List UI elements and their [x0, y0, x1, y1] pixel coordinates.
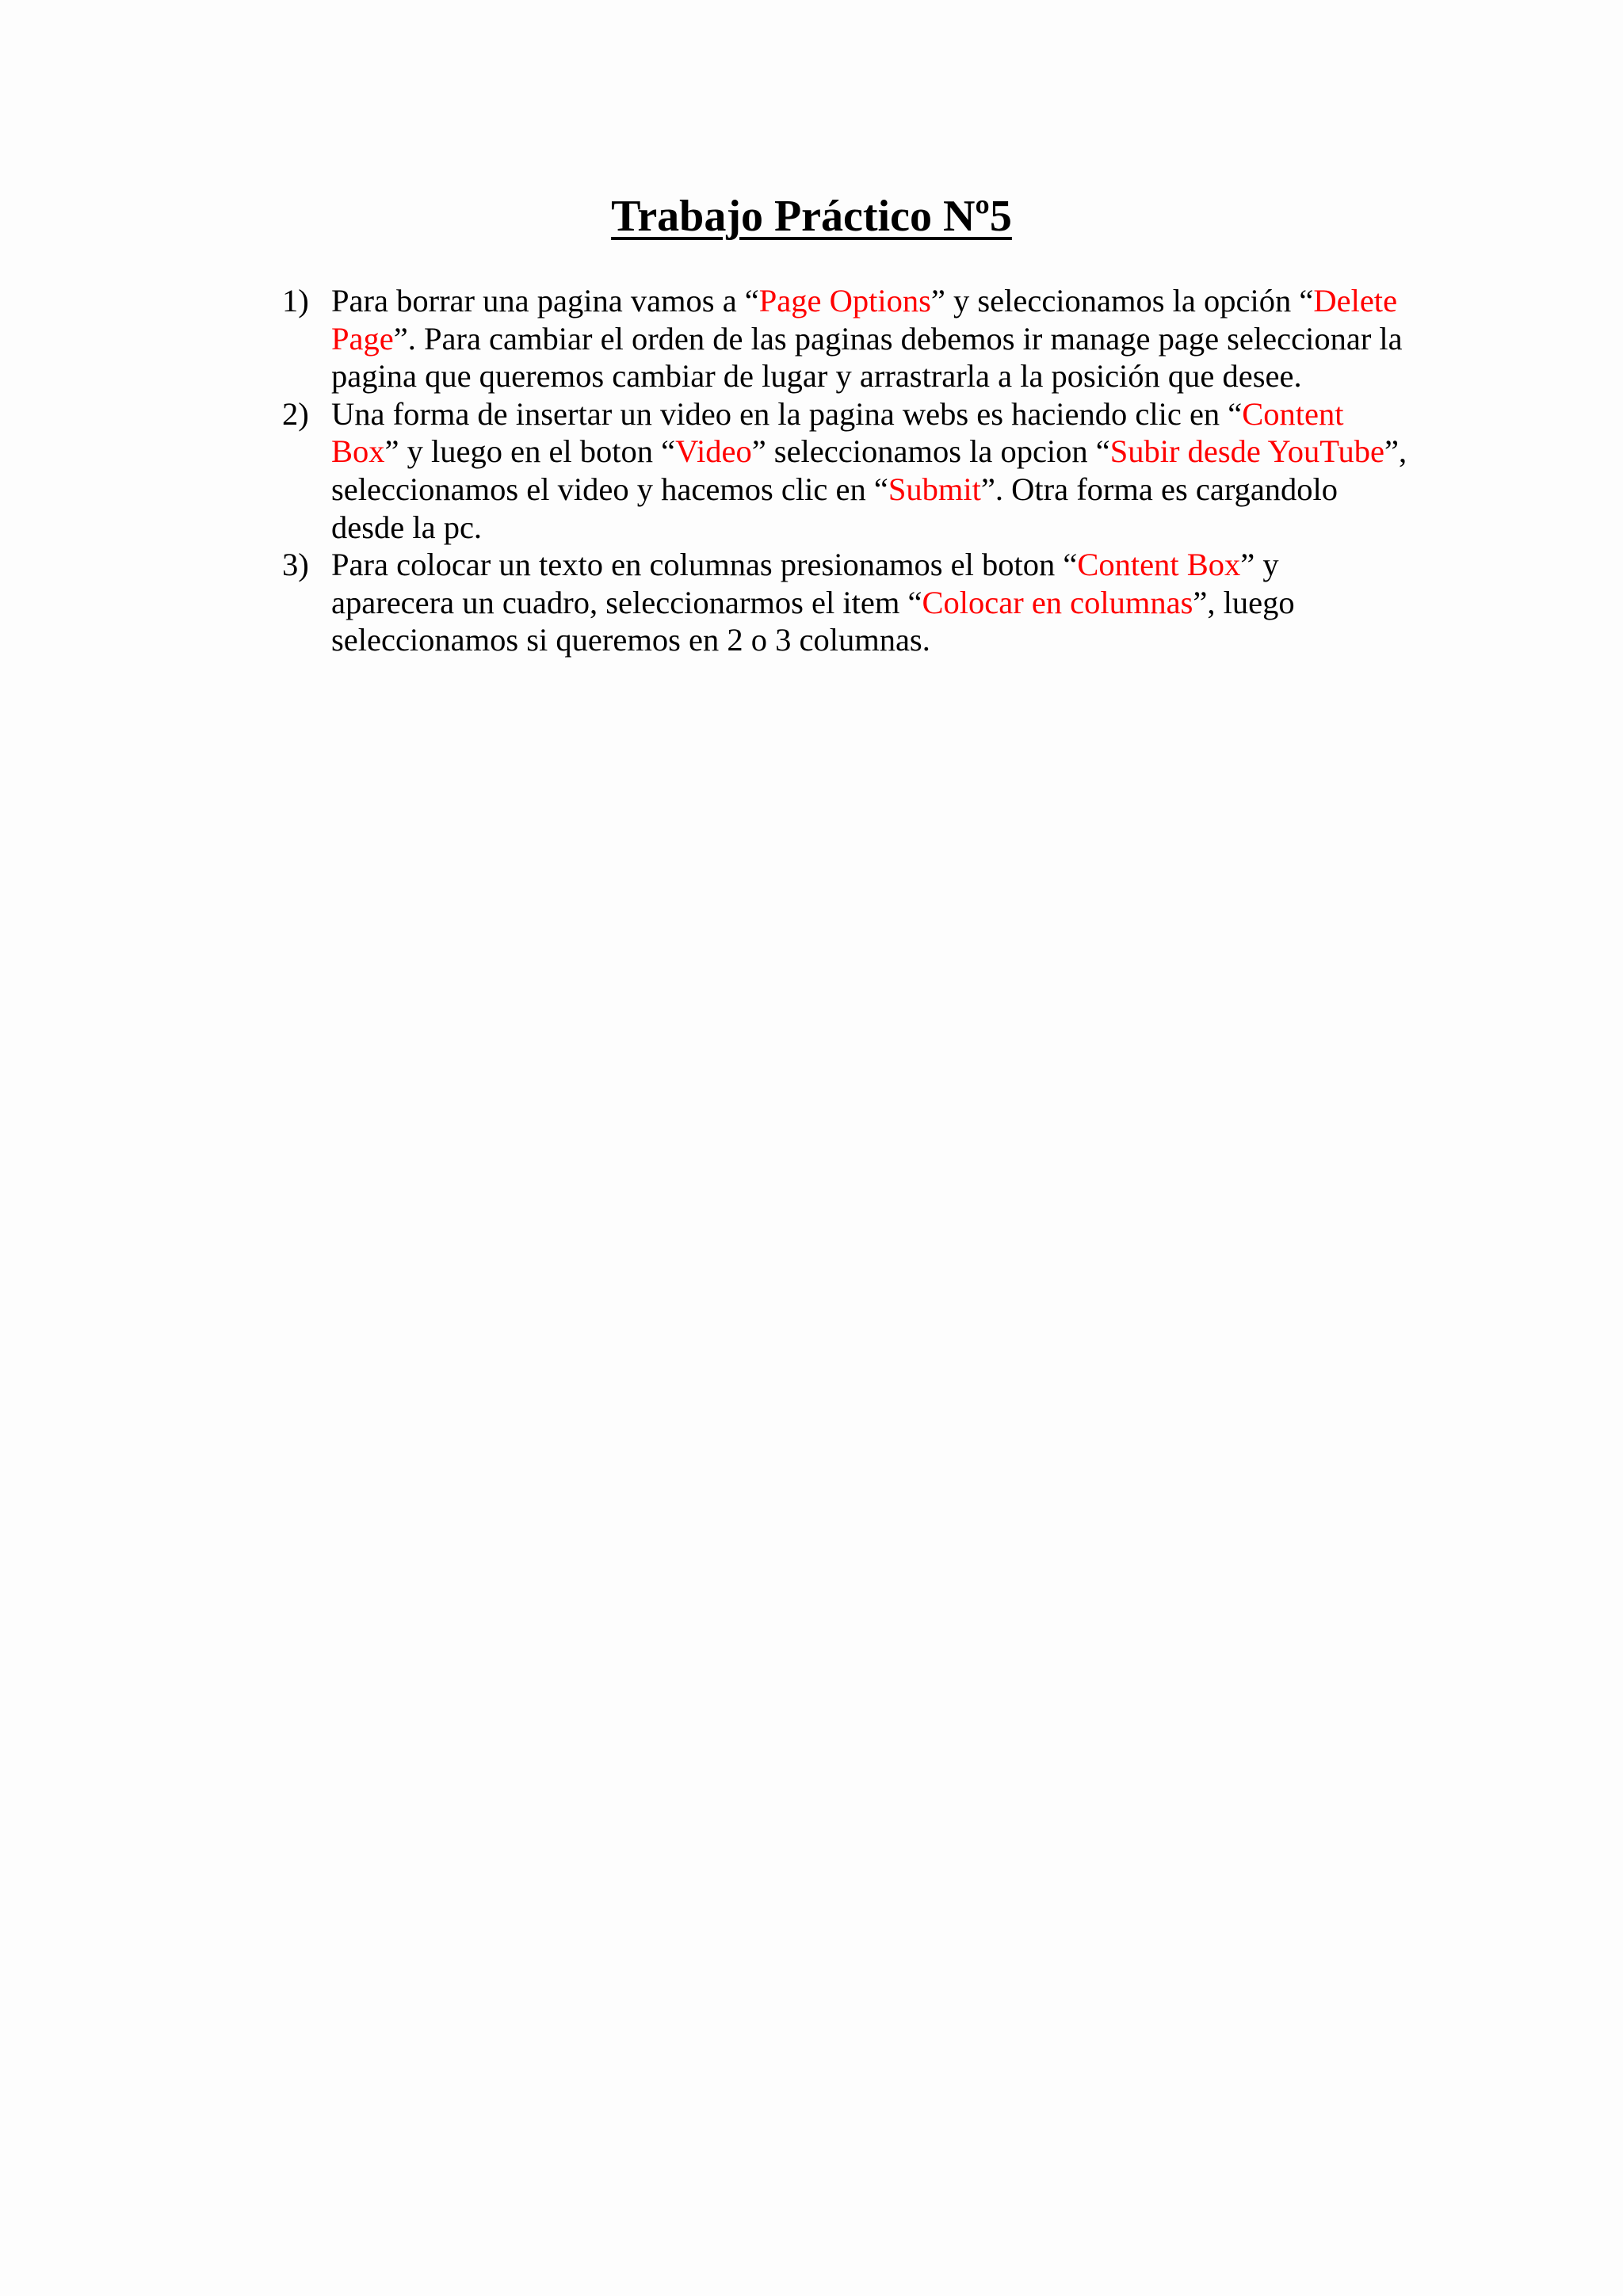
text-segment: ” y seleccionamos la opción “	[930, 283, 1314, 318]
highlighted-term: Page Options	[758, 283, 931, 318]
highlighted-term: Delete Page	[331, 283, 1398, 357]
item-text	[331, 283, 1403, 394]
highlighted-term: Content Box	[331, 395, 1344, 470]
text-segment: ”, luego seleccionamos si queremos en 2 o 3 columnas.	[331, 584, 1295, 658]
text-segment: Para borrar una pagina vamos a “	[331, 283, 759, 318]
list-item	[282, 546, 1407, 659]
text-segment: ”. Otra forma es cargandolo desde la pc.	[331, 471, 1338, 545]
text-segment: ”, seleccionamos el video y hacemos clic en “	[331, 433, 1407, 507]
text-segment: ” y luego en el boton “	[384, 433, 676, 470]
item-text	[331, 396, 1407, 545]
item-number: 3)	[282, 547, 309, 583]
text-segment: ”. Para cambiar el orden de las paginas debemos ir manage page seleccionar la pagina que queremos cambiar de lugar y arrastrarla a la posición que desee.	[331, 320, 1403, 395]
item-text	[331, 547, 1295, 658]
text-segment: ” seleccionamos la opcion “	[751, 433, 1110, 470]
text-segment: Una forma de insertar un video en la pagina webs es haciendo clic en “	[331, 395, 1243, 432]
highlighted-term: Subir desde YouTube	[1109, 433, 1384, 470]
page-title: Trabajo Práctico Nº5	[611, 192, 1012, 241]
list-item	[282, 395, 1407, 546]
highlighted-term: Colocar en columnas	[922, 584, 1193, 620]
item-number: 1)	[282, 283, 309, 318]
highlighted-term: Content Box	[1077, 547, 1241, 583]
instructions-list	[282, 282, 1407, 659]
text-segment: Para colocar un texto en columnas presionamos el boton “	[331, 547, 1078, 583]
text-segment: ” y aparecera un cuadro, seleccionarmos el item “	[331, 547, 1279, 620]
item-number: 2)	[282, 395, 309, 432]
highlighted-term: Video	[675, 433, 752, 470]
list-item	[282, 282, 1407, 395]
highlighted-term: Submit	[888, 471, 981, 507]
